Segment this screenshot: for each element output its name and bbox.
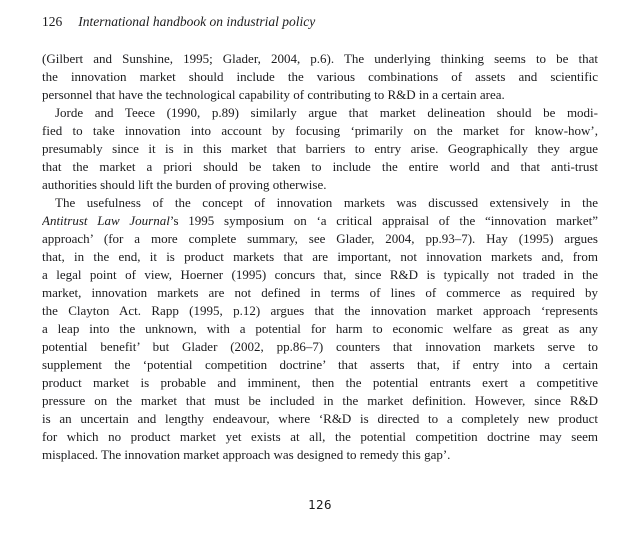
text-line <box>42 176 598 194</box>
page-footer <box>42 497 598 512</box>
text-line <box>42 50 598 68</box>
text-line <box>42 266 598 284</box>
text-segment: the Clayton Act. Rapp (1995, p.12) argues that the innovation market approach ‘represents <box>42 303 598 318</box>
text-segment: ’s 1995 symposium on ‘a critical appraisal of the “innovation market” <box>169 213 598 228</box>
body-text <box>42 50 598 464</box>
text-line <box>42 158 598 176</box>
header-page-number: 126 <box>42 14 63 29</box>
text-segment: authorities should lift the burden of proving otherwise. <box>42 177 327 192</box>
text-line <box>42 302 598 320</box>
text-segment: market, innovation markets are not defined in terms of lines of commerce as required by <box>42 285 598 300</box>
text-line <box>42 320 598 338</box>
text-segment: personnel that have the technological capability of contributing to R&D in a certain area. <box>42 87 505 102</box>
text-line <box>42 392 598 410</box>
text-line <box>42 230 598 248</box>
text-line <box>42 104 598 122</box>
text-segment: supplement the ‘potential competition doctrine’ that asserts that, if entry into a certain <box>42 357 598 372</box>
text-line <box>42 356 598 374</box>
page-header <box>42 13 598 30</box>
text-line <box>42 338 598 356</box>
text-line <box>42 446 598 464</box>
text-segment: a leap into the unknown, with a potential for harm to economic welfare as great as any <box>42 321 598 336</box>
text-segment: Jorde and Teece (1990, p.89) similarly argue that market delineation should be modi- <box>55 105 598 120</box>
text-line <box>42 140 598 158</box>
text-line <box>42 68 598 86</box>
text-segment: The usefulness of the concept of innovation markets was discussed extensively in the <box>55 195 598 210</box>
italic-text-segment: Antitrust Law Journal <box>42 213 170 228</box>
text-line <box>42 194 598 212</box>
text-segment: that, in the end, it is product markets that are important, not innovation markets and, from <box>42 249 598 264</box>
text-line <box>42 428 598 446</box>
running-title: International handbook on industrial policy <box>78 14 316 29</box>
text-segment: misplaced. The innovation market approach was designed to remedy this gap’. <box>42 447 451 462</box>
text-segment: potential benefit’ but Glader (2002, pp.86–7) counters that innovation markets serve to <box>42 339 598 354</box>
text-line <box>42 248 598 266</box>
text-segment: the innovation market should include the various combinations of assets and scientific <box>42 69 598 84</box>
text-line <box>42 212 598 230</box>
text-line <box>42 86 598 104</box>
text-line <box>42 374 598 392</box>
text-segment: presumably since it is in this market that barriers to entry arise. Geographically they argue <box>42 141 598 156</box>
text-segment: product market is probable and imminent, then the potential entrants exert a competitive <box>42 375 598 390</box>
text-segment: fied to take innovation into account by focusing ‘primarily on the market for know-how’, <box>42 123 598 138</box>
text-segment: is an uncertain and lengthy endeavour, where ‘R&D is directed to a completely new product <box>42 411 598 426</box>
text-segment: that the market a priori should be taken to include the entire world and that anti-trust <box>42 159 598 174</box>
text-segment: for which no product market yet exists at all, the potential competition doctrine may seem <box>42 429 598 444</box>
text-line <box>42 410 598 428</box>
text-line <box>42 122 598 140</box>
footer-page-number: 126 <box>307 497 333 512</box>
text-segment: a legal point of view, Hoerner (1995) concurs that, since R&D is typically not traded in the <box>42 267 598 282</box>
text-segment: (Gilbert and Sunshine, 1995; Glader, 2004, p.6). The underlying thinking seems to be that <box>42 51 598 66</box>
text-segment: approach’ (for a more complete summary, see Glader, 2004, pp.93–7). Hay (1995) argues <box>42 231 598 246</box>
text-line <box>42 284 598 302</box>
text-segment: pressure on the market that must be included in the market definition. However, since R&D <box>42 393 598 408</box>
